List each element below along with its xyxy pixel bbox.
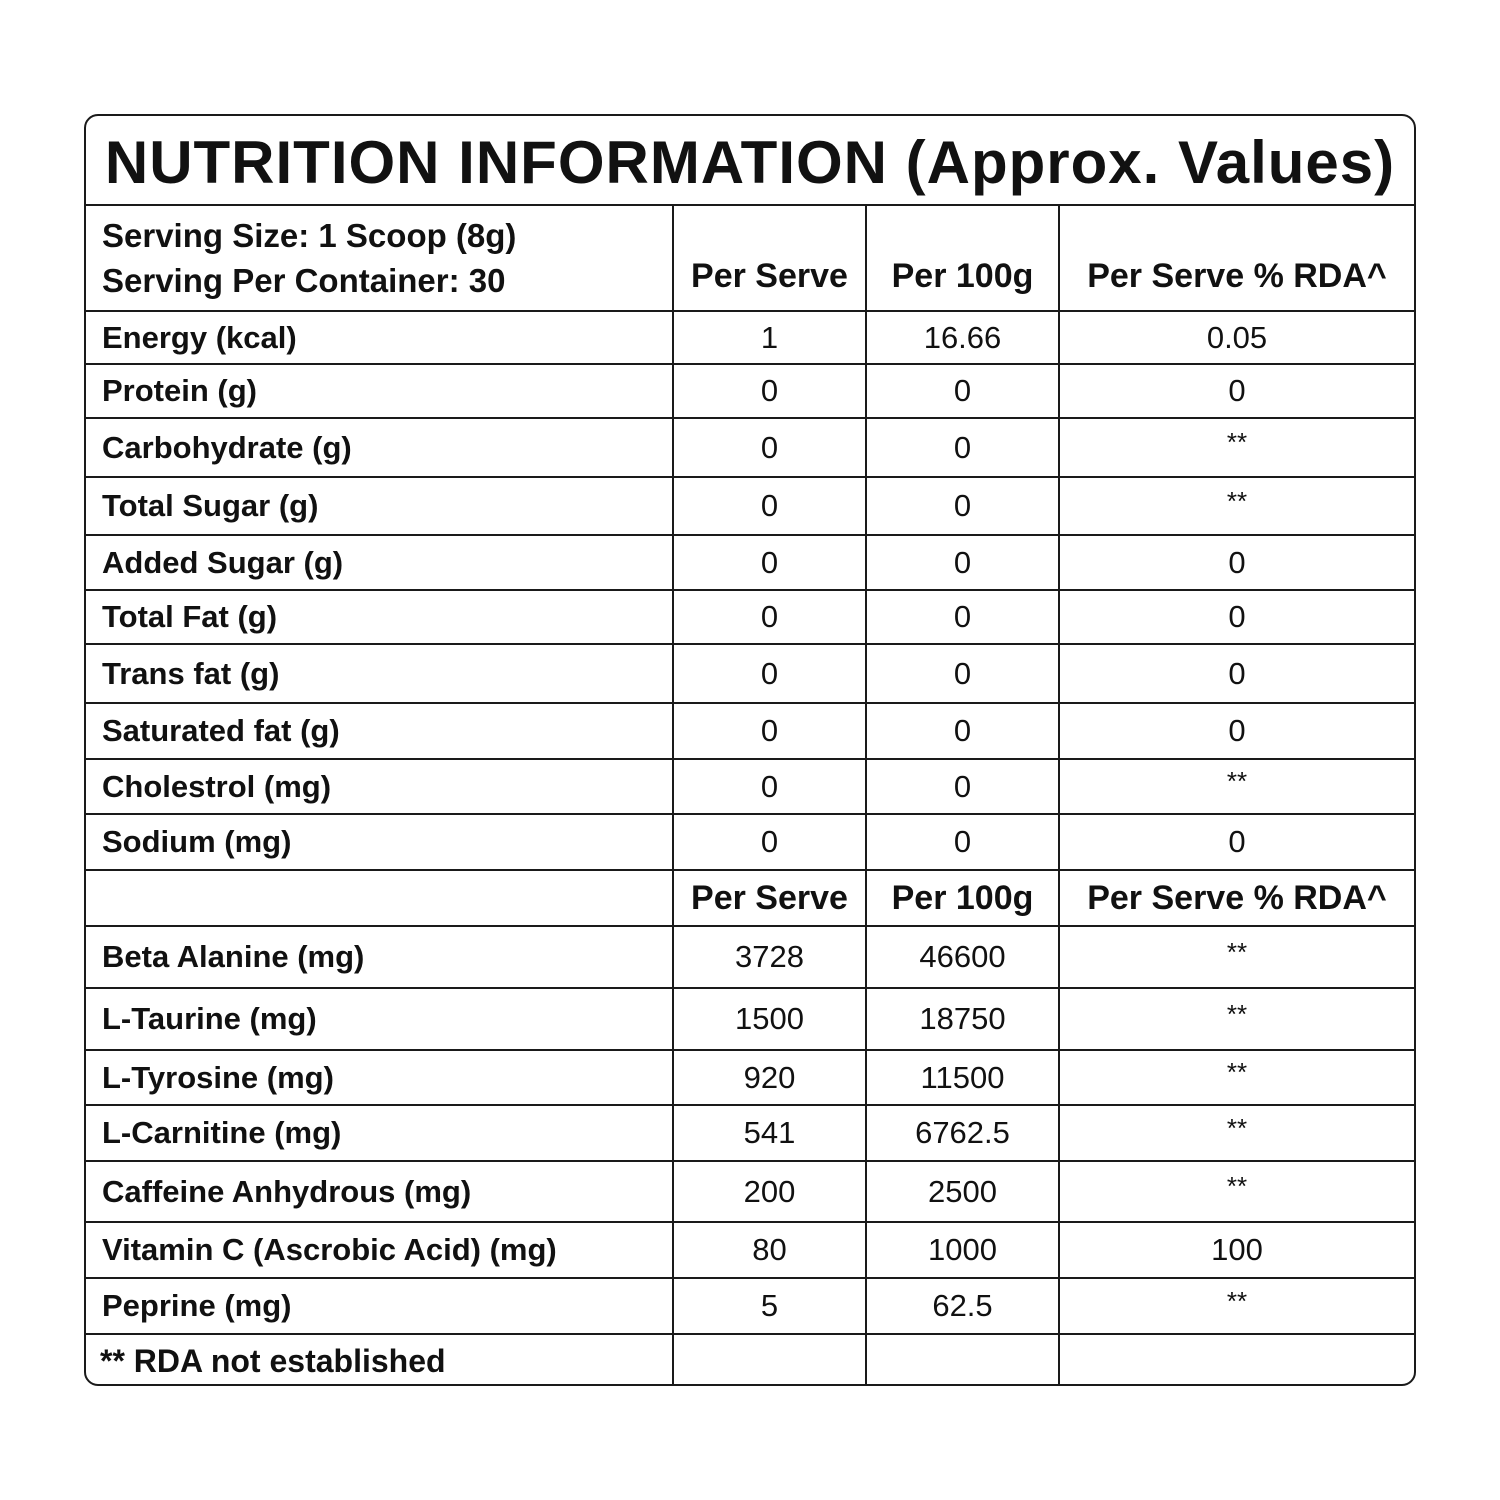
table-row xyxy=(86,927,1414,989)
per-100g-value: 18750 xyxy=(865,989,1058,1049)
nutrient-name: Added Sugar (g) xyxy=(102,544,344,580)
rda-value: ** xyxy=(1058,927,1414,987)
per-serve-value: 1500 xyxy=(672,989,865,1049)
table-row xyxy=(86,1162,1414,1223)
column-header-per-serve: Per Serve xyxy=(672,871,865,925)
serving-per-container: Serving Per Container: 30 xyxy=(102,262,506,299)
per-serve-value: 200 xyxy=(672,1162,865,1221)
rda-value: 0 xyxy=(1058,591,1414,643)
rda-value: ** xyxy=(1058,1051,1414,1104)
empty-cell xyxy=(1058,1335,1414,1386)
per-100g-value: 11500 xyxy=(865,1051,1058,1104)
nutrient-name: Total Sugar (g) xyxy=(102,488,319,523)
rda-value: ** xyxy=(1058,1162,1414,1221)
table-row xyxy=(86,419,1414,478)
table-row xyxy=(86,815,1414,871)
per-serve-value: 0 xyxy=(672,704,865,758)
column-header-per-serve: Per Serve xyxy=(672,206,865,310)
rda-value: ** xyxy=(1058,419,1414,476)
rda-value: 0 xyxy=(1058,704,1414,758)
nutrition-label xyxy=(84,114,1416,1386)
per-serve-value: 0 xyxy=(672,645,865,702)
rda-value: 100 xyxy=(1058,1223,1414,1277)
ingredient-name: Caffeine Anhydrous (mg) xyxy=(102,1173,472,1209)
per-100g-value: 62.5 xyxy=(865,1279,1058,1333)
label-title: NUTRITION INFORMATION (Approx. Values) xyxy=(86,116,1414,206)
column-header-per-100g: Per 100g xyxy=(865,871,1058,925)
per-serve-value: 80 xyxy=(672,1223,865,1277)
nutrient-name: Energy (kcal) xyxy=(102,319,297,355)
per-100g-value: 0 xyxy=(865,591,1058,643)
nutrient-name: Sodium (mg) xyxy=(102,824,292,859)
empty-cell xyxy=(672,1335,865,1386)
per-serve-value: 0 xyxy=(672,591,865,643)
per-serve-value: 0 xyxy=(672,365,865,417)
per-100g-value: 46600 xyxy=(865,927,1058,987)
per-serve-value: 1 xyxy=(672,312,865,363)
empty-cell xyxy=(865,1335,1058,1386)
rda-value: 0 xyxy=(1058,365,1414,417)
footnote-row xyxy=(86,1335,1414,1386)
rda-value: 0 xyxy=(1058,815,1414,869)
table-header-row xyxy=(86,206,1414,312)
ingredient-name: L-Tyrosine (mg) xyxy=(102,1059,334,1095)
per-100g-value: 0 xyxy=(865,760,1058,813)
empty-header-cell xyxy=(86,871,672,925)
per-100g-value: 0 xyxy=(865,478,1058,534)
table-row xyxy=(86,1106,1414,1162)
per-100g-value: 1000 xyxy=(865,1223,1058,1277)
table-row xyxy=(86,536,1414,591)
per-serve-value: 0 xyxy=(672,478,865,534)
rda-value: ** xyxy=(1058,760,1414,813)
per-100g-value: 0 xyxy=(865,645,1058,702)
nutrient-name: Protein (g) xyxy=(102,373,257,408)
table-subheader-row xyxy=(86,871,1414,927)
per-serve-value: 5 xyxy=(672,1279,865,1333)
ingredient-name: Vitamin C (Ascrobic Acid) (mg) xyxy=(102,1232,557,1267)
table-row xyxy=(86,645,1414,704)
table-row xyxy=(86,365,1414,419)
table-row xyxy=(86,478,1414,536)
ingredient-name: L-Taurine (mg) xyxy=(102,1001,317,1036)
footnote: ** RDA not established xyxy=(100,1343,446,1379)
per-serve-value: 0 xyxy=(672,419,865,476)
table-row xyxy=(86,312,1414,365)
per-100g-value: 6762.5 xyxy=(865,1106,1058,1160)
per-serve-value: 0 xyxy=(672,760,865,813)
per-serve-value: 541 xyxy=(672,1106,865,1160)
serving-size: Serving Size: 1 Scoop (8g) xyxy=(102,217,517,254)
table-row xyxy=(86,704,1414,760)
per-100g-value: 0 xyxy=(865,365,1058,417)
table-row xyxy=(86,1223,1414,1279)
ingredient-name: Beta Alanine (mg) xyxy=(102,939,365,974)
nutrient-name: Cholestrol (mg) xyxy=(102,768,332,804)
table-row xyxy=(86,1051,1414,1106)
per-100g-value: 0 xyxy=(865,704,1058,758)
table-row xyxy=(86,1279,1414,1335)
per-100g-value: 0 xyxy=(865,536,1058,589)
rda-value: 0.05 xyxy=(1058,312,1414,363)
table-row xyxy=(86,760,1414,815)
per-100g-value: 2500 xyxy=(865,1162,1058,1221)
per-serve-value: 0 xyxy=(672,536,865,589)
serving-info xyxy=(86,206,672,310)
per-serve-value: 3728 xyxy=(672,927,865,987)
nutrient-name: Trans fat (g) xyxy=(102,655,280,691)
nutrient-name: Total Fat (g) xyxy=(102,599,278,634)
rda-value: ** xyxy=(1058,989,1414,1049)
nutrient-name: Saturated fat (g) xyxy=(102,713,340,748)
rda-value: ** xyxy=(1058,1106,1414,1160)
per-serve-value: 0 xyxy=(672,815,865,869)
nutrition-table xyxy=(86,206,1414,1384)
column-header-per-100g: Per 100g xyxy=(865,206,1058,310)
column-header-rda: Per Serve % RDA^ xyxy=(1058,871,1414,925)
per-100g-value: 16.66 xyxy=(865,312,1058,363)
per-100g-value: 0 xyxy=(865,815,1058,869)
table-row xyxy=(86,591,1414,645)
ingredient-name: L-Carnitine (mg) xyxy=(102,1115,342,1150)
per-serve-value: 920 xyxy=(672,1051,865,1104)
rda-value: 0 xyxy=(1058,536,1414,589)
rda-value: ** xyxy=(1058,478,1414,534)
per-100g-value: 0 xyxy=(865,419,1058,476)
rda-value: 0 xyxy=(1058,645,1414,702)
nutrient-name: Carbohydrate (g) xyxy=(102,429,352,465)
rda-value: ** xyxy=(1058,1279,1414,1333)
table-row xyxy=(86,989,1414,1051)
column-header-rda: Per Serve % RDA^ xyxy=(1058,206,1414,310)
ingredient-name: Peprine (mg) xyxy=(102,1288,292,1323)
